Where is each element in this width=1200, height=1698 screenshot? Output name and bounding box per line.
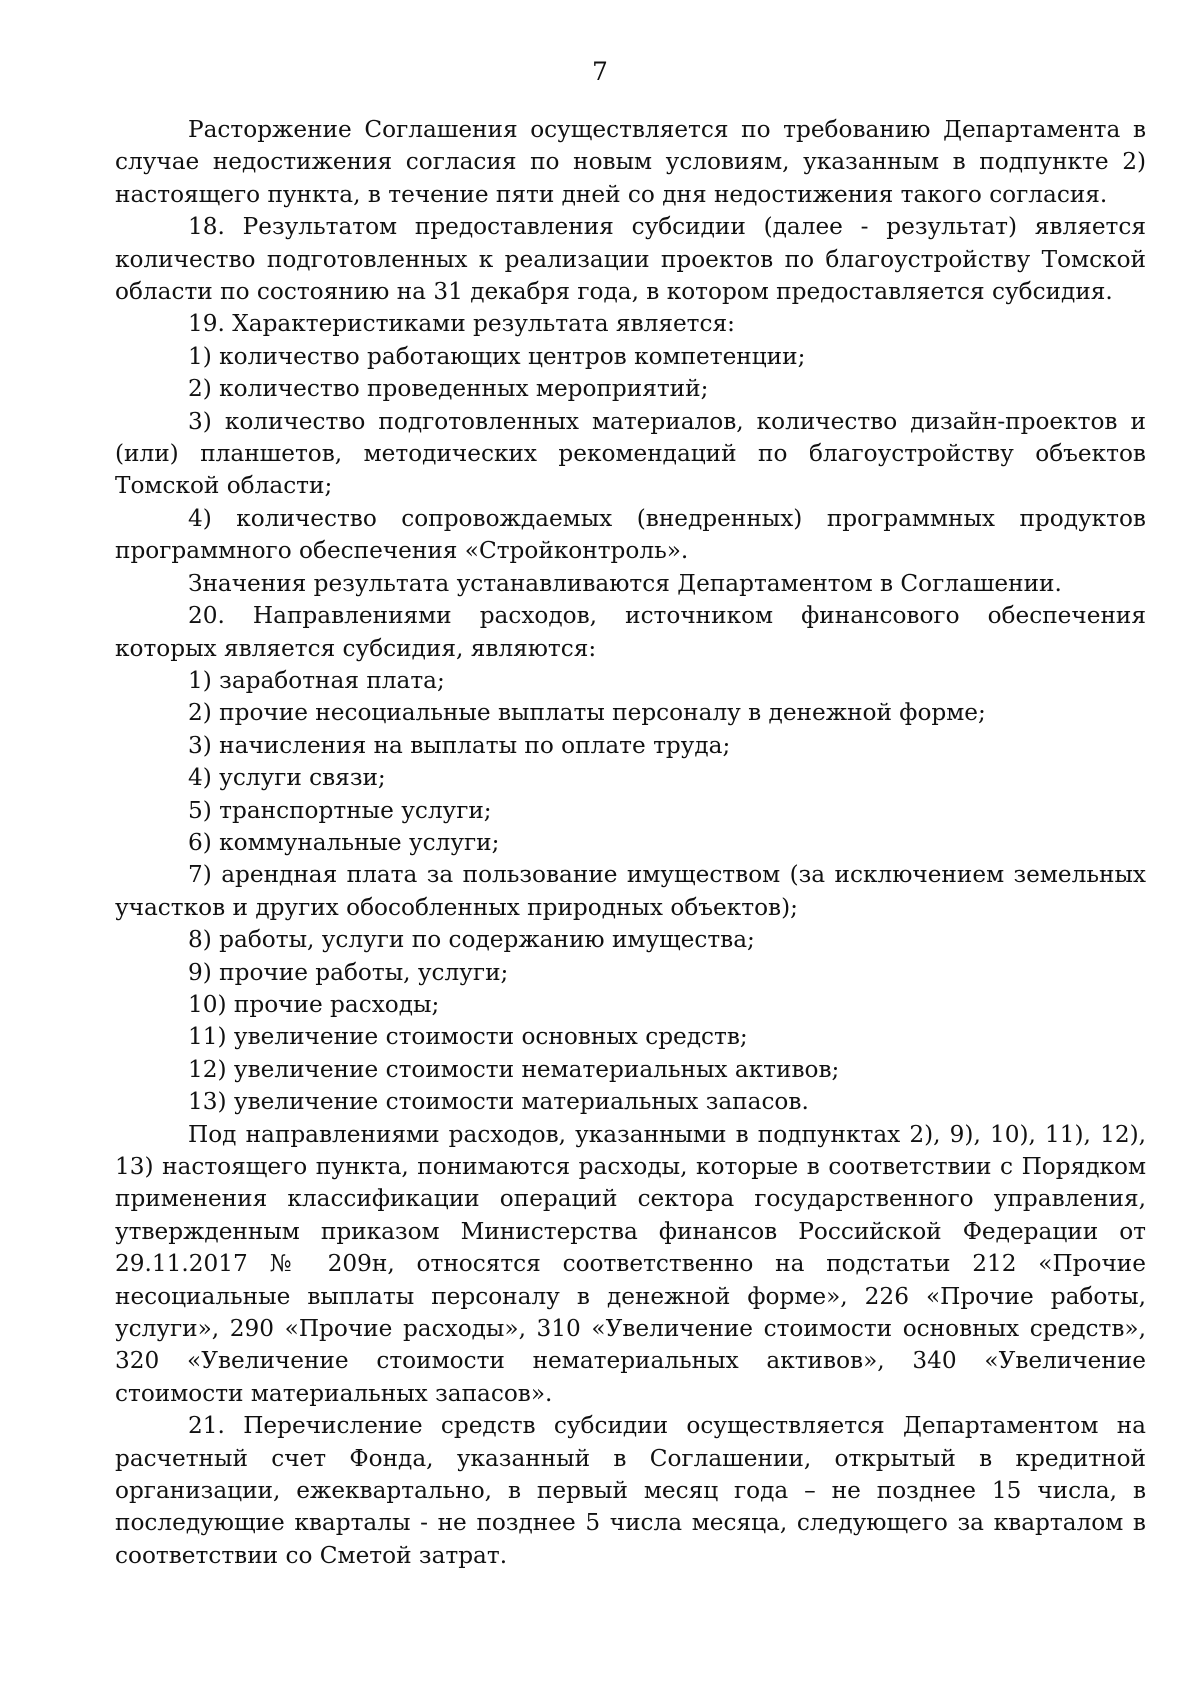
list-item-20-3: 3) начисления на выплаты по оплате труда; bbox=[188, 731, 731, 759]
list-item-19-2: 2) количество проведенных мероприятий; bbox=[188, 375, 709, 403]
page-number: 7 bbox=[592, 57, 608, 86]
list-item-20-12: 12) увеличение стоимости нематериальных активов; bbox=[188, 1055, 840, 1083]
paragraph-clause-19: 19. Характеристиками результата является: bbox=[188, 310, 735, 338]
list-item-20-9: 9) прочие работы, услуги; bbox=[188, 958, 509, 986]
paragraph-expense-classification: Под направлениями расходов, указанными в подпунктах 2), 9), 10), 11), 12), 13) настоящего пункта, понимаются расходы, которые в соответствии с Порядком применения классификации операций сектора государственного управления, утвержденным приказом Министерства финансов Российской Федерации от 29.11.2017 № 209н, относятся соответственно на подстатьи 212 «Прочие несоциальные выплаты персоналу в денежной форме», 226 «Прочие работы, услуги», 290 «Прочие расходы», 310 «Увеличение стоимости основных средств», 320 «Увеличение стоимости нематериальных активов», 340 «Увеличение стоимости материальных запасов». bbox=[115, 1120, 1146, 1407]
list-item-20-4: 4) услуги связи; bbox=[188, 764, 386, 792]
paragraph-termination-clause: Расторжение Соглашения осуществляется по требованию Департамента в случае недостижения согласия по новым условиям, указанным в подпункте 2) настоящего пункта, в течение пяти дней со дня недостижения такого согласия. bbox=[115, 116, 1146, 208]
paragraph-clause-20: 20. Направлениями расходов, источником финансового обеспечения которых является субсидия, являются: bbox=[115, 602, 1146, 662]
list-item-20-1: 1) заработная плата; bbox=[188, 666, 445, 694]
list-item-20-8: 8) работы, услуги по содержанию имущества; bbox=[188, 926, 755, 954]
document-body bbox=[115, 114, 1146, 1572]
paragraph-result-values: Значения результата устанавливаются Департаментом в Соглашении. bbox=[188, 569, 1062, 597]
list-item-20-11: 11) увеличение стоимости основных средств; bbox=[188, 1023, 748, 1051]
list-item-19-4: 4) количество сопровождаемых (внедренных) программных продуктов программного обеспечения «Стройконтроль». bbox=[115, 504, 1146, 565]
list-item-19-1: 1) количество работающих центров компетенции; bbox=[188, 342, 806, 370]
list-item-20-5: 5) транспортные услуги; bbox=[188, 796, 492, 824]
list-item-20-2: 2) прочие несоциальные выплаты персоналу в денежной форме; bbox=[188, 699, 986, 727]
list-item-20-6: 6) коммунальные услуги; bbox=[188, 828, 500, 856]
list-item-20-10: 10) прочие расходы; bbox=[188, 990, 440, 1018]
list-item-19-3: 3) количество подготовленных материалов, количество дизайн-проектов и (или) планшетов, методических рекомендаций по благоустройству объектов Томской области; bbox=[115, 407, 1146, 500]
paragraph-clause-18: 18. Результатом предоставления субсидии (далее - результат) является количество подготовленных к реализации проектов по благоустройству Томской области по состоянию на 31 декабря года, в котором предоставляется субсидия. bbox=[115, 213, 1146, 306]
list-item-20-13: 13) увеличение стоимости материальных запасов. bbox=[188, 1088, 809, 1116]
list-item-20-7: 7) арендная плата за пользование имуществом (за исключением земельных участков и других обособленных природных объектов); bbox=[115, 861, 1146, 921]
paragraph-clause-21: 21. Перечисление средств субсидии осуществляется Департаментом на расчетный счет Фонда, указанный в Соглашении, открытый в кредитной организации, ежеквартально, в первый месяц года – не позднее 15 числа, в последующие кварталы - не позднее 5 числа месяца, следующего за кварталом в соответствии со Сметой затрат. bbox=[115, 1412, 1146, 1569]
